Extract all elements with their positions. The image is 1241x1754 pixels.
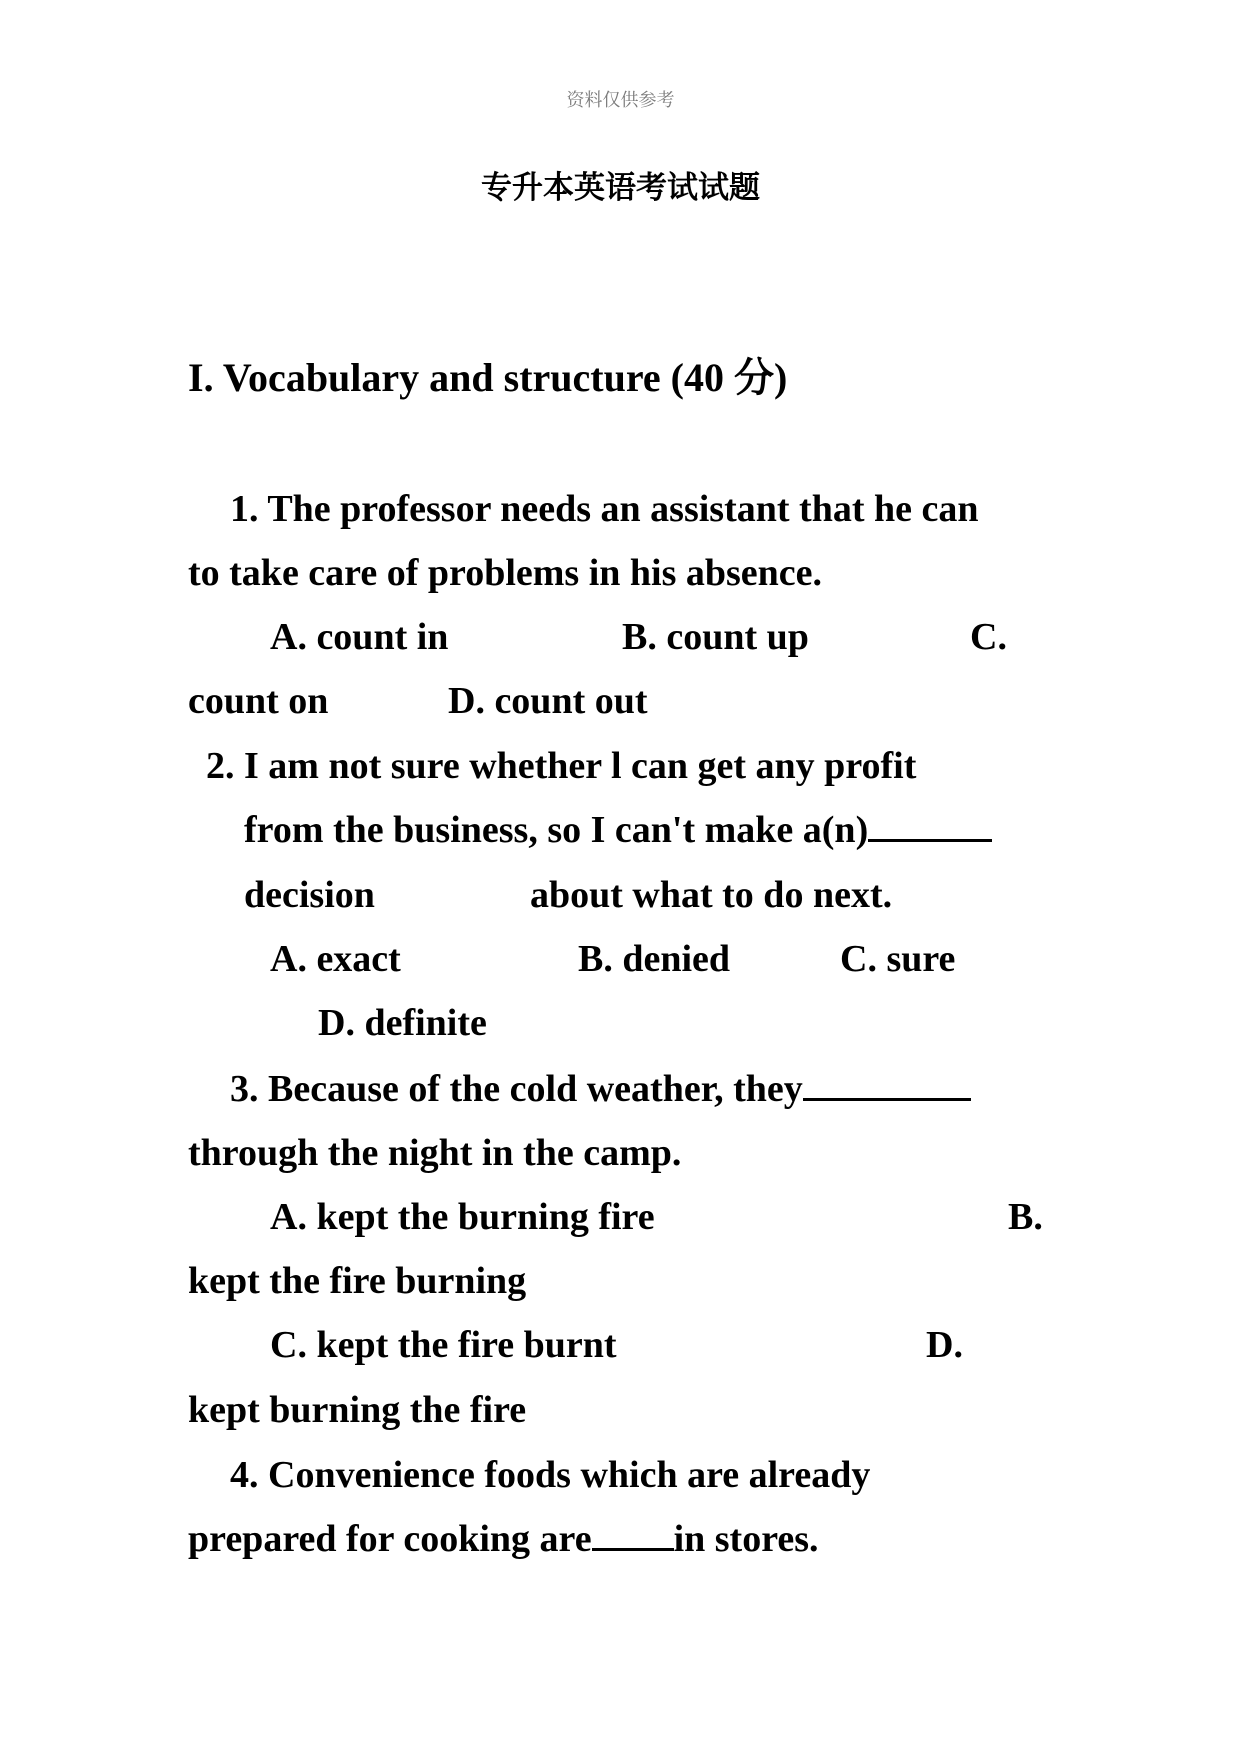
question-2-stem-line-3a: decision bbox=[244, 874, 375, 916]
answer-blank bbox=[803, 1070, 971, 1101]
question-3-option-b-label: B. bbox=[1008, 1196, 1043, 1238]
answer-blank bbox=[868, 811, 992, 842]
question-3-option-a: A. kept the burning fire bbox=[270, 1196, 655, 1238]
question-2-stem-line-1: 2. I am not sure whether l can get any profit bbox=[206, 745, 917, 787]
question-2-option-a: A. exact bbox=[270, 938, 401, 980]
answer-blank bbox=[592, 1520, 674, 1551]
question-1-option-c-label: C. bbox=[970, 616, 1007, 658]
question-1-option-a: A. count in bbox=[270, 616, 449, 658]
question-4-stem-line-2 bbox=[188, 1520, 819, 1558]
question-2-option-b: B. denied bbox=[578, 938, 731, 980]
question-3-stem-line-1 bbox=[230, 1070, 971, 1108]
question-3-stem-line-2: through the night in the camp. bbox=[188, 1132, 682, 1174]
question-3-option-c: C. kept the fire burnt bbox=[270, 1324, 617, 1366]
question-2-stem-line-3b: about what to do next. bbox=[530, 874, 893, 916]
question-1-stem-line-2: to take care of problems in his absence. bbox=[188, 552, 823, 594]
question-4-stem-line-2-before: prepared for cooking are bbox=[188, 1518, 592, 1560]
question-1-option-d: D. count out bbox=[448, 680, 648, 722]
question-4-stem-line-2-after: in stores. bbox=[673, 1518, 819, 1560]
question-1-option-b: B. count up bbox=[622, 616, 809, 658]
question-3-stem-line-1-text: 3. Because of the cold weather, they bbox=[230, 1068, 803, 1110]
question-2-option-d: D. definite bbox=[318, 1002, 487, 1044]
question-3-option-b-text: kept the fire burning bbox=[188, 1260, 527, 1302]
question-2-option-c: C. sure bbox=[840, 938, 956, 980]
question-4-stem-line-1: 4. Convenience foods which are already bbox=[230, 1454, 871, 1496]
section-heading: I. Vocabulary and structure (40 分) bbox=[188, 355, 788, 400]
question-2-stem-line-2-text: from the business, so I can't make a(n) bbox=[244, 809, 869, 851]
document-title: 专升本英语考试试题 bbox=[481, 170, 760, 206]
question-3-option-d-label: D. bbox=[926, 1324, 963, 1366]
question-1-option-c-text: count on bbox=[188, 680, 329, 722]
page-header-note: 资料仅供参考 bbox=[566, 90, 675, 111]
question-3-option-d-text: kept burning the fire bbox=[188, 1389, 527, 1431]
question-1-stem-line-1: 1. The professor needs an assistant that he can bbox=[230, 488, 979, 530]
question-2-stem-line-2 bbox=[244, 811, 992, 849]
